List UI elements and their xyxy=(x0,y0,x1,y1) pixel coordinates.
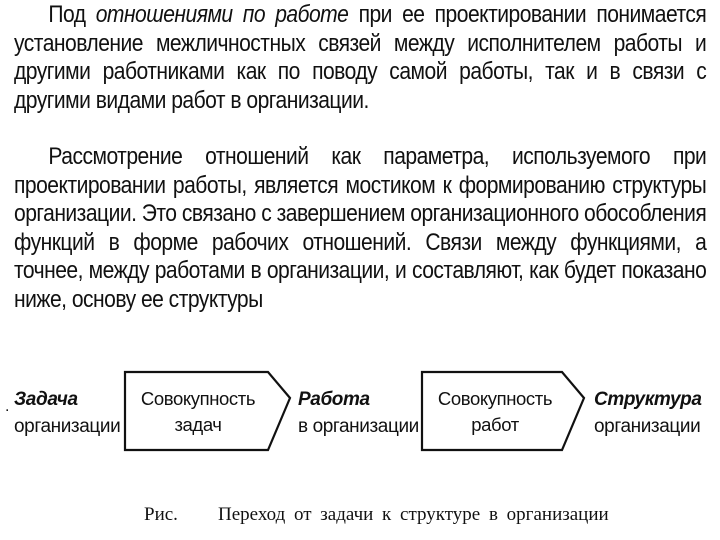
node-structure-subtitle: организации xyxy=(594,416,701,437)
box-works-line2: работ xyxy=(471,414,519,435)
paragraph1-rest: при ее проектировании понимается установление межличностных связей между исполнителем работы и другими работниками как по поводу самой работы, так и в связи с другими видами работ в организации. xyxy=(14,1,707,114)
node-work xyxy=(298,386,419,440)
transition-diagram xyxy=(0,362,720,462)
term-relations-at-work: отношениями по работе xyxy=(95,1,349,28)
paragraph2-text: Рассмотрение отношений как параметра, используемого при проектировании работы, является мостиком к формированию структуры организации. Это связано с завершением организационного обособления функций в форме рабочих отношений. Связи между функциями, а точнее, между работами в организации, и составляют, как будет показано ниже, основу ее структуры xyxy=(14,143,707,313)
box-works-line1: Совокупность xyxy=(437,388,553,409)
node-work-subtitle: в организации xyxy=(298,416,419,437)
stray-mark: . xyxy=(5,398,10,415)
node-structure xyxy=(594,386,702,440)
paragraph-relations-definition xyxy=(14,1,706,115)
box-works-text xyxy=(425,386,565,438)
box-tasks-line1: Совокупность xyxy=(140,388,256,409)
paragraph-structure-bridge xyxy=(14,143,706,315)
node-task-subtitle: организации xyxy=(14,416,121,437)
box-tasks-text xyxy=(128,386,268,438)
caption-prefix: Рис. xyxy=(144,504,178,525)
node-work-title: Работа xyxy=(298,389,370,410)
node-task-title: Задача xyxy=(14,389,78,410)
caption-text: Переход от задачи к структуре в организации xyxy=(218,504,609,525)
paragraph1-lead: Под xyxy=(48,1,96,28)
node-task xyxy=(14,386,120,440)
box-tasks-line2: задач xyxy=(174,414,222,435)
node-structure-title: Структура xyxy=(594,389,702,410)
